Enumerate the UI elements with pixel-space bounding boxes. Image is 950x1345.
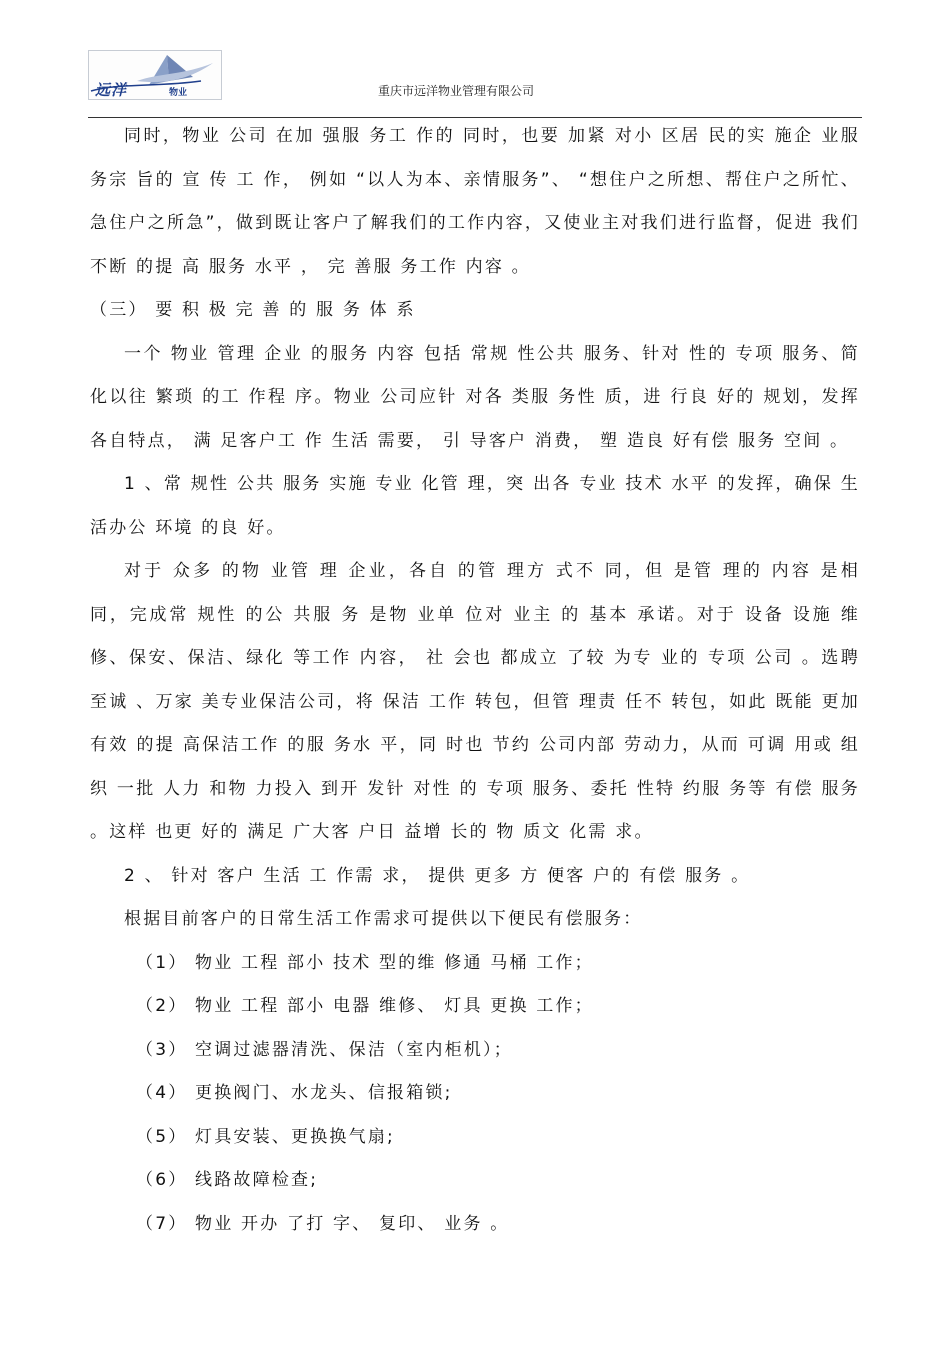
- document-body: [90, 115, 860, 1246]
- paragraph: 同时，物业 公司 在加 强服 务工 作的 同时，也要 加紧 对小 区居 民的实 施企 业服 务宗 旨的 宣 传 工 作， 例如 “以人为本、亲情服务”、 “想住户之所想、帮住户之所忙、急住户之所急”，做到既让客户了解我们的工作内容，又使业主对我们进行监督，促进 我们 不断 的提 高 服务 水平 ， 完 善服 务工作 内容 。: [90, 126, 860, 277]
- paragraph: 对于 众多 的物 业管 理 企业，各自 的管 理方 式不 同，但 是管 理的 内容 是相 同，完成常 规性 的公 共服 务 是物 业单 位对 业主 的 基本 承诺。对于 设备 设施 维修、保安、保洁、绿化 等工作 内容， 社 会也 都成立 了较 为专 业的 专项 公司 。选聘 至诚 、万家 美专业保洁公司，将 保洁 工作 转包，但管 理责 任不 转包，如此 既能 更加 有效 的提 高保洁工作 的服 务水 平，同 时也 节约 公司内部 劳动力，从而 可调 用或 组织 一批 人力 和物 力投入 到开 发针 对性 的 专项 服务、委托 性特 约服 务等 有偿 服务 。这样 也更 好的 满足 广大客 户日 益增 长的 物 质文 化需 求。: [90, 561, 860, 842]
- list-item: （7） 物业 开办 了打 字、 复印、 业务 。: [136, 1213, 510, 1234]
- paragraph: 根据目前客户的日常生活工作需求可提供以下便民有偿服务：: [124, 909, 643, 929]
- company-logo: [88, 50, 222, 100]
- list-item: （1） 物业 工程 部小 技术 型的维 修通 马桶 工作；: [136, 952, 594, 973]
- logo-text: 远洋: [95, 81, 128, 99]
- page-header: [88, 50, 862, 116]
- list-item: （6） 线路故障检查;: [136, 1170, 319, 1190]
- list-item: （2） 物业 工程 部小 电器 维修、 灯具 更换 工作；: [136, 996, 594, 1016]
- section-heading: （三） 要 积 极 完 善 的 服 务 体 系: [90, 300, 416, 320]
- paragraph: 1 、常 规性 公共 服务 实施 专业 化管 理，突 出各 专业 技术 水平 的发挥，确保 生活办公 环境 的良 好。: [90, 474, 860, 538]
- list-item: （5） 灯具安装、更换换气扇;: [136, 1126, 395, 1147]
- paragraph: 一个 物业 管理 企业 的服务 内容 包括 常规 性公共 服务、针对 性的 专项 服务、简 化以往 繁琐 的工 作程 序。物业 公司应针 对各 类服 务性 质，进 行良 好的 规划，发挥 各自特点， 满 足客户工 作 生活 需要， 引 导客户 消费， 塑 造良 好有偿 服务 空间 。: [90, 343, 860, 451]
- list-item: （3） 空调过滤器清洗、保洁（室内柜机）；: [136, 1039, 513, 1060]
- paragraph: 2 、 针对 客户 生活 工 作需 求， 提供 更多 方 便客 户的 有偿 服务 。: [124, 865, 751, 886]
- logo-subtext: 物业: [169, 88, 188, 98]
- list-item: （4） 更换阀门、水龙头、信报箱锁;: [136, 1083, 453, 1103]
- company-name: 重庆市远洋物业管理有限公司: [378, 84, 535, 98]
